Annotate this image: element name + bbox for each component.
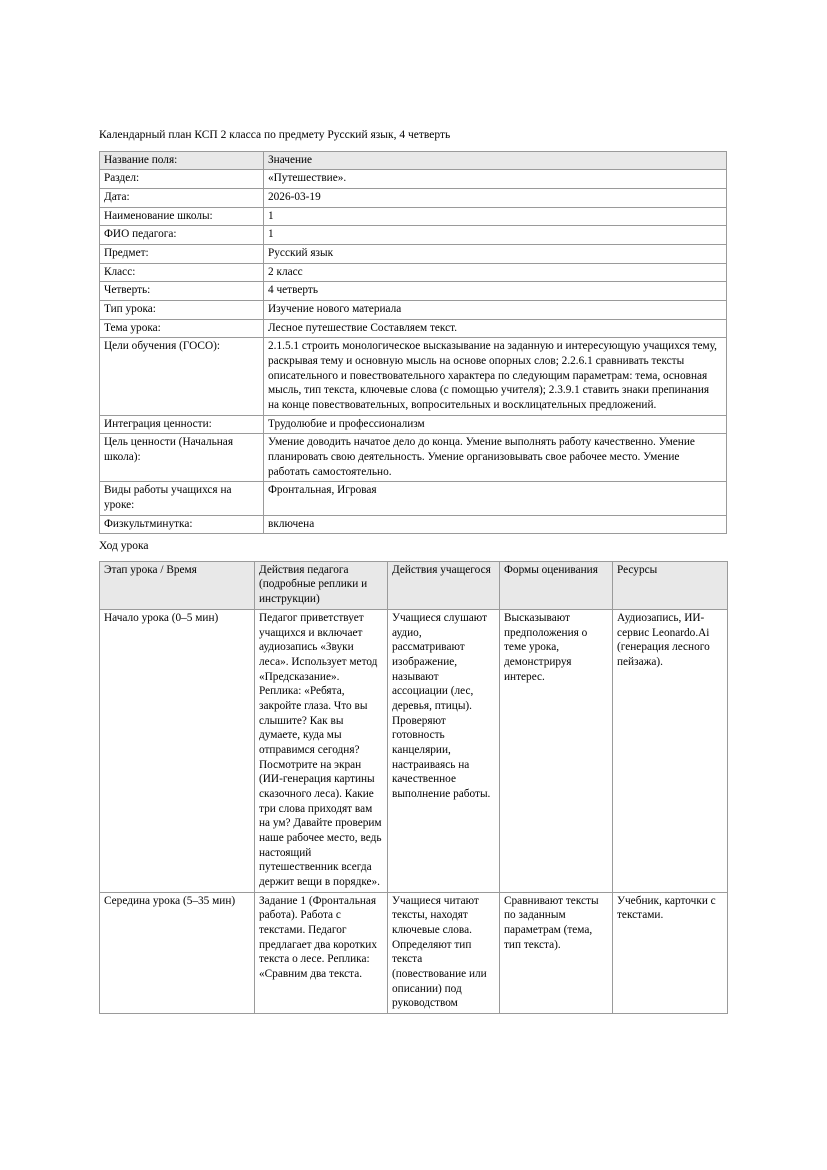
row-label: Дата: bbox=[100, 188, 264, 207]
table-row bbox=[100, 338, 727, 415]
lesson-flow-table bbox=[99, 561, 728, 1014]
table-row bbox=[100, 609, 728, 892]
table-row bbox=[100, 319, 727, 338]
row-value: 2.1.5.1 строить монологическое высказывание на заданную и интересующую учащихся тему, раскрывая тему и основную мысль на основе опорных слов; 2.2.6.1 сравнивать тексты описательного и повествовательного характера по следующим параметрам: тема, основная мысль, тип текста, ключевые слова (с помощью учителя); 2.3.9.1 ставить знаки препинания на конце повествовательных, вопросительных и восклицательных предложений. bbox=[264, 338, 727, 415]
row-value: включена bbox=[264, 515, 727, 534]
table-row bbox=[100, 300, 727, 319]
column-header-stage: Этап урока / Время bbox=[100, 561, 255, 609]
cell-teacher-actions: Педагог приветствует учащихся и включает аудиозапись «Звуки леса». Использует метод «Предсказание». Реплика: «Ребята, закройте глаза. Что вы слышите? Как вы думаете, куда мы отправимся сегодня? Посмотрите на экран (ИИ-генерация картины сказочного леса). Какие три слова приходят вам на ум? Давайте проверим наше рабочее место, ведь настоящий путешественник всегда держит вещи в порядке». bbox=[255, 609, 388, 892]
table-row bbox=[100, 207, 727, 226]
row-value: Фронтальная, Игровая bbox=[264, 482, 727, 515]
table-row bbox=[100, 415, 727, 434]
row-value: 1 bbox=[264, 226, 727, 245]
row-label: Наименование школы: bbox=[100, 207, 264, 226]
table-row bbox=[100, 282, 727, 301]
row-value: Умение доводить начатое дело до конца. Умение выполнять работу качественно. Умение планировать свою деятельность. Умение организовывать свое рабочее место. Умение работать самостоятельно. bbox=[264, 434, 727, 482]
table-row bbox=[100, 892, 728, 1013]
cell-resources: Учебник, карточки с текстами. bbox=[613, 892, 728, 1013]
row-label: Предмет: bbox=[100, 244, 264, 263]
row-label: Физкультминутка: bbox=[100, 515, 264, 534]
table-row bbox=[100, 434, 727, 482]
row-value: 2026-03-19 bbox=[264, 188, 727, 207]
table-row bbox=[100, 482, 727, 515]
row-value: «Путешествие». bbox=[264, 170, 727, 189]
column-header-value: Значение bbox=[264, 151, 727, 170]
row-label: Четверть: bbox=[100, 282, 264, 301]
column-header-assessment: Формы оценивания bbox=[500, 561, 613, 609]
cell-assessment: Высказывают предположения о теме урока, демонстрируя интерес. bbox=[500, 609, 613, 892]
column-header-teacher: Действия педагога (подробные реплики и инструкции) bbox=[255, 561, 388, 609]
table-header-row bbox=[100, 151, 727, 170]
table-row bbox=[100, 226, 727, 245]
row-value: 4 четверть bbox=[264, 282, 727, 301]
cell-stage: Начало урока (0–5 мин) bbox=[100, 609, 255, 892]
row-value: Трудолюбие и профессионализм bbox=[264, 415, 727, 434]
cell-student-actions: Учащиеся слушают аудио, рассматривают изображение, называют ассоциации (лес, деревья, птицы). Проверяют готовность канцелярии, настраиваясь на качественное выполнение работы. bbox=[388, 609, 500, 892]
table-row bbox=[100, 515, 727, 534]
row-label: Интеграция ценности: bbox=[100, 415, 264, 434]
row-label: Цель ценности (Начальная школа): bbox=[100, 434, 264, 482]
row-value: Лесное путешествие Составляем текст. bbox=[264, 319, 727, 338]
row-label: ФИО педагога: bbox=[100, 226, 264, 245]
page-title: Календарный план КСП 2 класса по предмету Русский язык, 4 четверть bbox=[99, 129, 451, 141]
row-label: Тип урока: bbox=[100, 300, 264, 319]
table-row bbox=[100, 263, 727, 282]
cell-assessment: Сравнивают тексты по заданным параметрам (тема, тип текста). bbox=[500, 892, 613, 1013]
column-header-resources: Ресурсы bbox=[613, 561, 728, 609]
row-value: Изучение нового материала bbox=[264, 300, 727, 319]
table-row bbox=[100, 244, 727, 263]
cell-student-actions: Учащиеся читают тексты, находят ключевые слова. Определяют тип текста (повествование или описании) под руководством bbox=[388, 892, 500, 1013]
table-header-row bbox=[100, 561, 728, 609]
row-label: Цели обучения (ГОСО): bbox=[100, 338, 264, 415]
row-value: Русский язык bbox=[264, 244, 727, 263]
row-label: Тема урока: bbox=[100, 319, 264, 338]
row-value: 1 bbox=[264, 207, 727, 226]
row-label: Виды работы учащихся на уроке: bbox=[100, 482, 264, 515]
row-value: 2 класс bbox=[264, 263, 727, 282]
row-label: Раздел: bbox=[100, 170, 264, 189]
lesson-flow-heading: Ход урока bbox=[99, 540, 149, 553]
cell-teacher-actions: Задание 1 (Фронтальная работа). Работа с текстами. Педагог предлагает два коротких текста о лесе. Реплика: «Сравним два текста. bbox=[255, 892, 388, 1013]
lesson-info-table bbox=[99, 151, 727, 535]
table-row bbox=[100, 188, 727, 207]
cell-resources: Аудиозапись, ИИ-сервис Leonardo.Ai (генерация лесного пейзажа). bbox=[613, 609, 728, 892]
column-header-student: Действия учащегося bbox=[388, 561, 500, 609]
table-row bbox=[100, 170, 727, 189]
column-header-field: Название поля: bbox=[100, 151, 264, 170]
row-label: Класс: bbox=[100, 263, 264, 282]
cell-stage: Середина урока (5–35 мин) bbox=[100, 892, 255, 1013]
